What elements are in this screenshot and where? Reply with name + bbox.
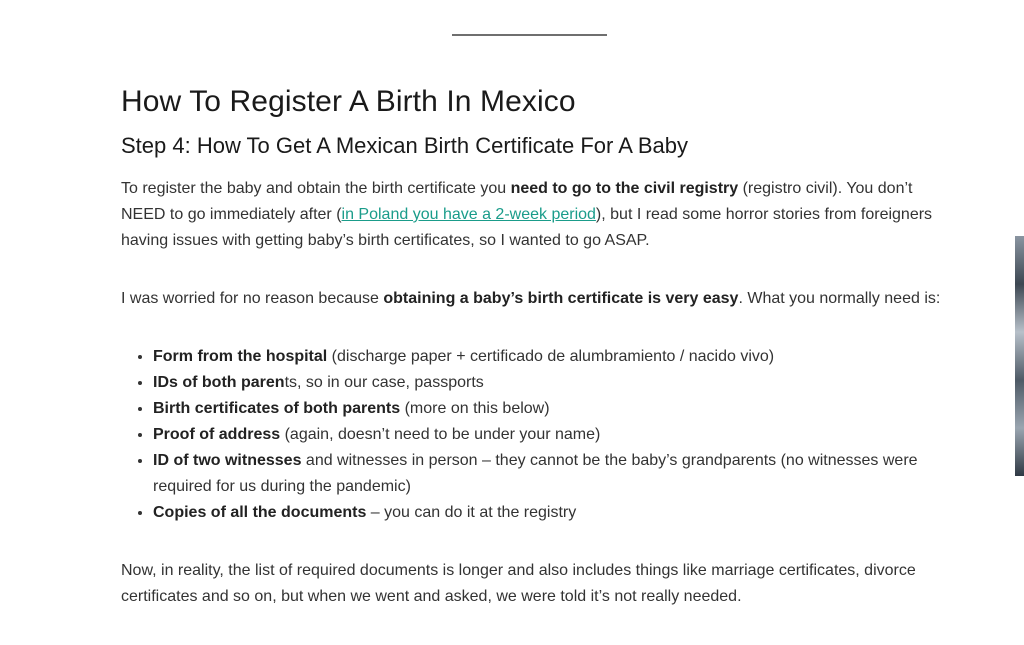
- p2-bold-easy: obtaining a baby’s birth certificate is very easy: [383, 290, 739, 307]
- paragraph-civil-registry: [121, 176, 951, 254]
- p1-text-3: ), but I read some horror stories from foreigners having issues with getting baby’s birth certificates, so I wanted to go ASAP.: [121, 206, 933, 249]
- poland-period-link[interactable]: in Poland you have a 2-week period: [341, 206, 596, 223]
- paragraph-reality: Now, in reality, the list of required documents is longer and also includes things like marriage certificates, divorce certificates and so on, but when we went and asked, we were told it’s not really needed.: [121, 562, 916, 605]
- article-content: [121, 82, 951, 610]
- list-item-text: (again, doesn’t need to be under your name): [280, 426, 601, 443]
- list-item: [153, 370, 951, 396]
- p2-text-1: I was worried for no reason because: [121, 290, 384, 307]
- list-item: [153, 422, 951, 448]
- list-item-text: ts, so in our case, passports: [284, 374, 484, 391]
- list-item-bold: Copies of all the documents: [153, 504, 367, 521]
- list-item: [153, 396, 951, 422]
- list-item-bold: Proof of address: [153, 426, 281, 443]
- list-item-text: – you can do it at the registry: [366, 504, 577, 521]
- p1-bold-civil-registry: need to go to the civil registry: [510, 180, 739, 197]
- sidebar-image-edge[interactable]: [1015, 236, 1024, 476]
- list-item-bold: Birth certificates of both parents: [153, 400, 401, 417]
- list-item-bold: Form from the hospital: [153, 348, 328, 365]
- p1-text-2: (registro civil). You don’t NEED to go immediately after (: [121, 180, 913, 223]
- list-item-text: (discharge paper + certificado de alumbramiento / nacido vivo): [327, 348, 775, 365]
- list-item: [153, 448, 951, 500]
- list-item-text: and witnesses in person – they cannot be the baby’s grandparents (no witnesses were required for us during the pandemic): [153, 452, 918, 495]
- list-item: [153, 344, 951, 370]
- list-item-bold: IDs of both paren: [153, 374, 285, 391]
- requirements-list: [121, 344, 951, 526]
- list-item-text: (more on this below): [400, 400, 550, 417]
- header-divider: [452, 34, 607, 36]
- p1-text-1: To register the baby and obtain the birth certificate you: [121, 180, 511, 197]
- paragraph-easy: [121, 286, 951, 312]
- step-heading: Step 4: How To Get A Mexican Birth Certificate For A Baby: [121, 133, 688, 158]
- list-item-bold: ID of two witnesses: [153, 452, 302, 469]
- page-title: How To Register A Birth In Mexico: [121, 85, 576, 118]
- p2-text-2: . What you normally need is:: [738, 290, 941, 307]
- list-item: [153, 500, 951, 526]
